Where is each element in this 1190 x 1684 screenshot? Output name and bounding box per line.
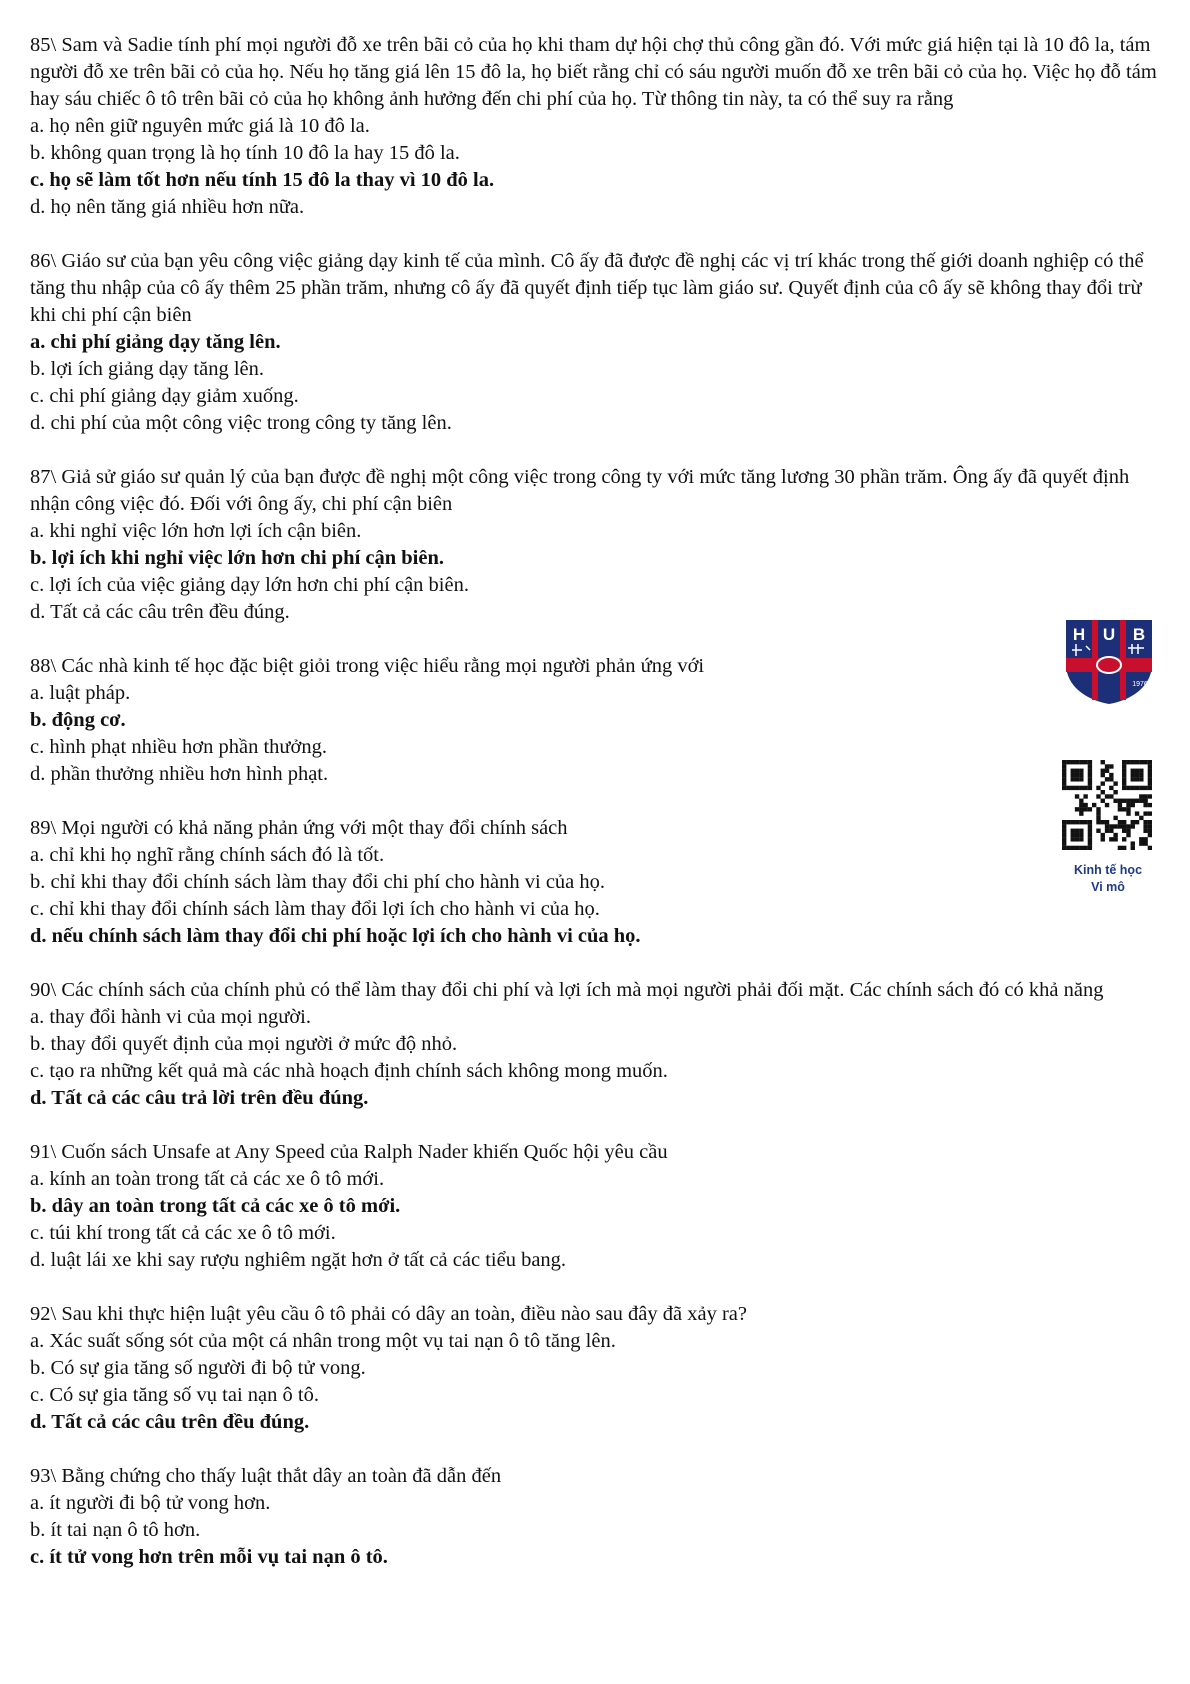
question-stem bbox=[30, 653, 1170, 680]
question-stem bbox=[30, 815, 1170, 842]
question-85 bbox=[30, 32, 1170, 221]
logo-letter-b: B bbox=[1132, 625, 1146, 644]
question-89 bbox=[30, 815, 1170, 950]
caption-line-1: Kinh tế học bbox=[1073, 863, 1143, 877]
option-d: d. Tất cả các câu trên đều đúng. bbox=[30, 601, 290, 623]
option-b-correct: b. lợi ích khi nghỉ việc lớn hơn chi phí cận biên. bbox=[30, 547, 444, 569]
option-d-correct: d. Tất cả các câu trên đều đúng. bbox=[30, 1411, 310, 1433]
option-c: c. Có sự gia tăng số vụ tai nạn ô tô. bbox=[30, 1384, 319, 1406]
option-c: c. hình phạt nhiều hơn phần thưởng. bbox=[30, 736, 327, 758]
question-88 bbox=[30, 653, 1170, 788]
option-c-correct: c. ít tử vong hơn trên mỗi vụ tai nạn ô tô. bbox=[30, 1546, 388, 1568]
logo-year: 1976 bbox=[1132, 681, 1148, 688]
stem-text: 87\ Giả sử giáo sư quản lý của bạn được đề nghị một công việc trong công ty với mức tăng lương 30 phần trăm. Ông ấy đã quyết định nhận công việc đó. Đối với ông ấy, chi phí cận biên bbox=[30, 466, 1130, 515]
stem-text: 91\ Cuốn sách Unsafe at Any Speed của Ralph Nader khiến Quốc hội yêu cầu bbox=[30, 1141, 668, 1163]
option-d: d. luật lái xe khi say rượu nghiêm ngặt hơn ở tất cả các tiểu bang. bbox=[30, 1249, 567, 1271]
stem-text: 90\ Các chính sách của chính phủ có thể làm thay đổi chi phí và lợi ích mà mọi người phải đối mặt. Các chính sách đó có khả năng bbox=[30, 979, 1104, 1001]
question-stem bbox=[30, 977, 1170, 1004]
question-87 bbox=[30, 464, 1170, 626]
option-a: a. Xác suất sống sót của một cá nhân trong một vụ tai nạn ô tô tăng lên. bbox=[30, 1330, 616, 1352]
question-86 bbox=[30, 248, 1170, 437]
question-stem bbox=[30, 464, 1170, 518]
question-92 bbox=[30, 1301, 1170, 1436]
option-a: a. kính an toàn trong tất cả các xe ô tô mới. bbox=[30, 1168, 385, 1190]
option-a: a. ít người đi bộ tử vong hơn. bbox=[30, 1492, 271, 1514]
option-d: d. phần thưởng nhiều hơn hình phạt. bbox=[30, 763, 329, 785]
option-b: b. không quan trọng là họ tính 10 đô la hay 15 đô la. bbox=[30, 142, 460, 164]
option-d: d. chi phí của một công việc trong công ty tăng lên. bbox=[30, 412, 452, 434]
stem-text: 88\ Các nhà kinh tế học đặc biệt giỏi trong việc hiểu rằng mọi người phản ứng với bbox=[30, 655, 705, 677]
option-c: c. lợi ích của việc giảng dạy lớn hơn chi phí cận biên. bbox=[30, 574, 469, 596]
qr-code bbox=[1062, 760, 1152, 850]
option-b: b. ít tai nạn ô tô hơn. bbox=[30, 1519, 201, 1541]
question-stem bbox=[30, 1301, 1170, 1328]
shield-red-band bbox=[1066, 658, 1152, 672]
stem-text: 85\ Sam và Sadie tính phí mọi người đỗ xe trên bãi cỏ của họ khi tham dự hội chợ thủ công gần đó. Với mức giá hiện tại là 10 đô la, tám người đỗ xe trên bãi cỏ của họ. Nếu họ tăng giá lên 15 đô la, họ biết rằng chỉ có sáu người muốn đỗ xe trên bãi cỏ của họ. Việc họ đỗ tám hay sáu chiếc ô tô trên bãi cỏ của họ không ảnh hưởng đến chi phí của họ. Từ thông tin này, ta có thể suy ra rằng bbox=[30, 34, 1157, 110]
option-c: c. chi phí giảng dạy giảm xuống. bbox=[30, 385, 299, 407]
question-90 bbox=[30, 977, 1170, 1112]
option-d-correct: d. Tất cả các câu trả lời trên đều đúng. bbox=[30, 1087, 369, 1109]
option-d-correct: d. nếu chính sách làm thay đổi chi phí hoặc lợi ích cho hành vi của họ. bbox=[30, 925, 641, 947]
option-c-correct: c. họ sẽ làm tốt hơn nếu tính 15 đô la thay vì 10 đô la. bbox=[30, 169, 495, 191]
logo-letter-u: U bbox=[1102, 625, 1116, 644]
course-caption bbox=[1052, 862, 1164, 896]
logo-letter-h: H bbox=[1072, 625, 1086, 644]
option-a-correct: a. chi phí giảng dạy tăng lên. bbox=[30, 331, 281, 353]
option-c: c. tạo ra những kết quả mà các nhà hoạch định chính sách không mong muốn. bbox=[30, 1060, 668, 1082]
stem-text: 89\ Mọi người có khả năng phản ứng với một thay đổi chính sách bbox=[30, 817, 568, 839]
caption-line-2: Vi mô bbox=[1091, 880, 1125, 894]
question-stem bbox=[30, 1463, 1170, 1490]
option-b: b. Có sự gia tăng số người đi bộ tử vong. bbox=[30, 1357, 366, 1379]
option-d: d. họ nên tăng giá nhiều hơn nữa. bbox=[30, 196, 305, 218]
option-c: c. túi khí trong tất cả các xe ô tô mới. bbox=[30, 1222, 336, 1244]
option-c: c. chỉ khi thay đổi chính sách làm thay đổi lợi ích cho hành vi của họ. bbox=[30, 898, 600, 920]
document-page bbox=[30, 32, 1170, 1598]
option-b: b. chỉ khi thay đổi chính sách làm thay đổi chi phí cho hành vi của họ. bbox=[30, 871, 606, 893]
stem-text: 86\ Giáo sư của bạn yêu công việc giảng dạy kinh tế của mình. Cô ấy đã được đề nghị các vị trí khác trong thế giới doanh nghiệp có thể tăng thu nhập của cô ấy thêm 25 phần trăm, nhưng cô ấy đã quyết định tiếp tục làm giáo sư. Quyết định của cô ấy sẽ không thay đổi trừ khi chi phí cận biên bbox=[30, 250, 1144, 326]
question-stem bbox=[30, 1139, 1170, 1166]
hub-logo bbox=[1062, 616, 1156, 706]
option-a: a. họ nên giữ nguyên mức giá là 10 đô la. bbox=[30, 115, 370, 137]
stem-text: 93\ Bằng chứng cho thấy luật thắt dây an toàn đã dẫn đến bbox=[30, 1465, 502, 1487]
option-b: b. lợi ích giảng dạy tăng lên. bbox=[30, 358, 265, 380]
stem-text: 92\ Sau khi thực hiện luật yêu cầu ô tô phải có dây an toàn, điều nào sau đây đã xảy ra? bbox=[30, 1303, 747, 1325]
question-93 bbox=[30, 1463, 1170, 1571]
question-91 bbox=[30, 1139, 1170, 1274]
option-a: a. khi nghỉ việc lớn hơn lợi ích cận biên. bbox=[30, 520, 362, 542]
option-a: a. thay đổi hành vi của mọi người. bbox=[30, 1006, 311, 1028]
option-a: a. luật pháp. bbox=[30, 682, 131, 704]
option-a: a. chỉ khi họ nghĩ rằng chính sách đó là tốt. bbox=[30, 844, 385, 866]
option-b: b. thay đổi quyết định của mọi người ở mức độ nhỏ. bbox=[30, 1033, 458, 1055]
question-stem bbox=[30, 32, 1170, 113]
question-stem bbox=[30, 248, 1170, 329]
option-b-correct: b. dây an toàn trong tất cả các xe ô tô mới. bbox=[30, 1195, 401, 1217]
option-b-correct: b. động cơ. bbox=[30, 709, 126, 731]
